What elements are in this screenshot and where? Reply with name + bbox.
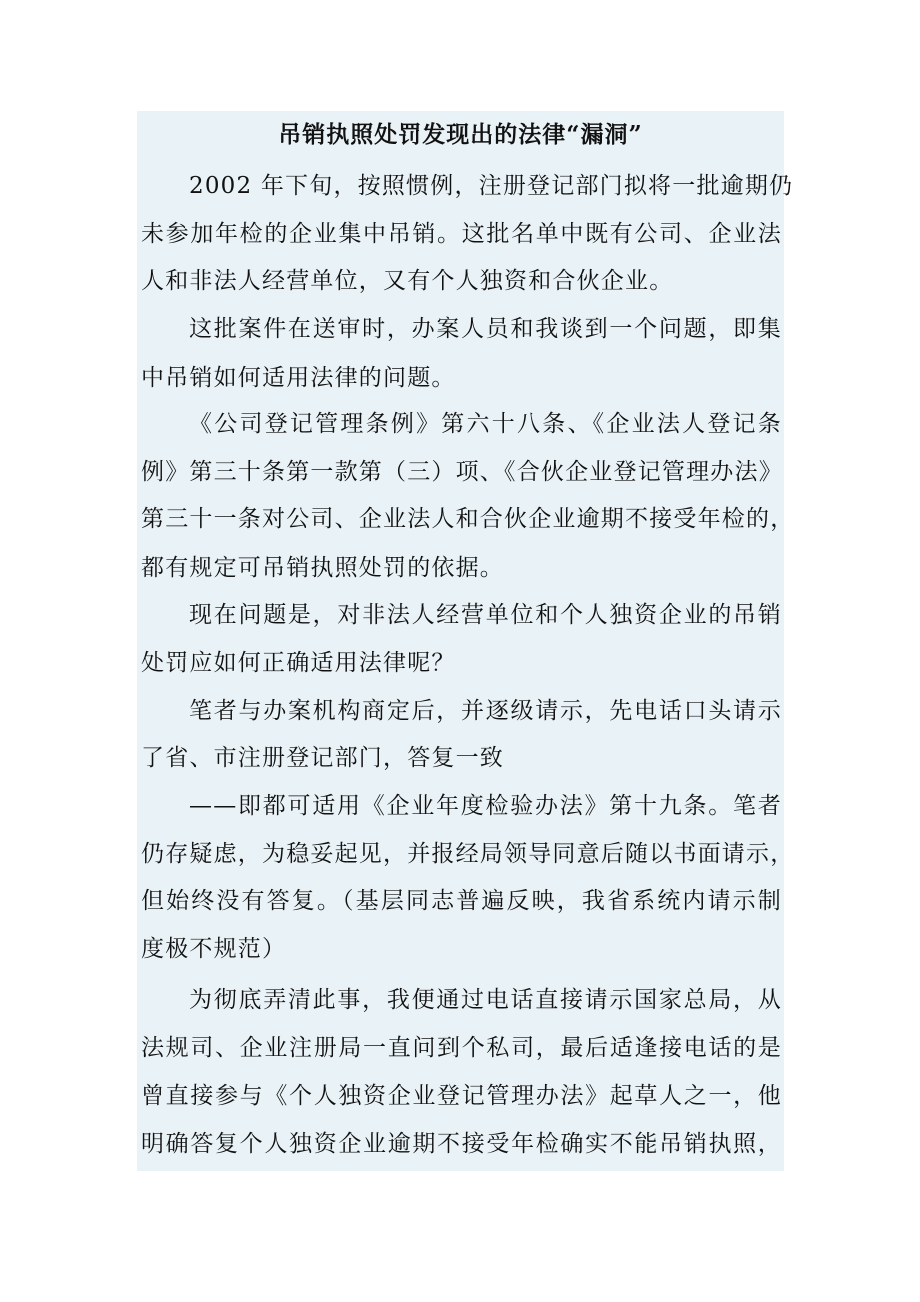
paragraph-line: 曾直接参与《个人独资企业登记管理办法》起草人之一，他 — [141, 1083, 782, 1109]
paragraph-line: 但始终没有答复。（基层同志普遍反映，我省系统内请示制 — [141, 888, 782, 914]
paragraph-line: 笔者与办案机构商定后，并逐级请示，先电话口头请示 — [189, 698, 782, 724]
article-title: 吊销执照处罚发现出的法律“漏洞” — [278, 121, 643, 148]
paragraph-line: 例》第三十条第一款第（三）项、《合伙企业登记管理办法》 — [141, 459, 783, 485]
article-body — [137, 111, 795, 1171]
paragraph-line: 人和非法人经营单位，又有个人独资和合伙企业。 — [141, 268, 674, 294]
paragraph-line: 仍存疑虑，为稳妥起见，并报经局领导同意后随以书面请示， — [141, 841, 795, 867]
paragraph-line: 为彻底弄清此事，我便通过电话直接请示国家总局，从 — [189, 987, 782, 1013]
paragraph-line: 第三十一条对公司、企业法人和合伙企业逾期不接受年检的， — [141, 506, 795, 532]
paragraph-line: 中吊销如何适用法律的问题。 — [141, 365, 456, 391]
paragraph-line: 明确答复个人独资企业逾期不接受年检确实不能吊销执照， — [141, 1131, 782, 1157]
paragraph-line: 处罚应如何正确适用法律呢？ — [141, 650, 456, 676]
paragraph-line: 这批案件在送审时，办案人员和我谈到一个问题，即集 — [189, 316, 782, 342]
paragraph-line: 2002 年下旬，按照惯例，注册登记部门拟将一批逾期仍 — [189, 173, 794, 199]
paragraph-line: 未参加年检的企业集中吊销。这批名单中既有公司、企业法 — [141, 221, 782, 247]
paragraph-line: 法规司、企业注册局一直问到个私司，最后适逢接电话的是 — [141, 1035, 782, 1061]
paragraph-line: 都有规定可吊销执照处罚的依据。 — [141, 555, 504, 581]
paragraph-line: ——即都可适用《企业年度检验办法》第十九条。笔者 — [189, 793, 782, 819]
paragraph-line: 《公司登记管理条例》第六十八条、《企业法人登记条 — [189, 411, 782, 437]
paragraph-line: 度极不规范） — [141, 936, 287, 962]
paragraph-line: 了省、市注册登记部门，答复一致 — [141, 745, 504, 771]
paragraph-line: 现在问题是，对非法人经营单位和个人独资企业的吊销 — [189, 602, 782, 628]
